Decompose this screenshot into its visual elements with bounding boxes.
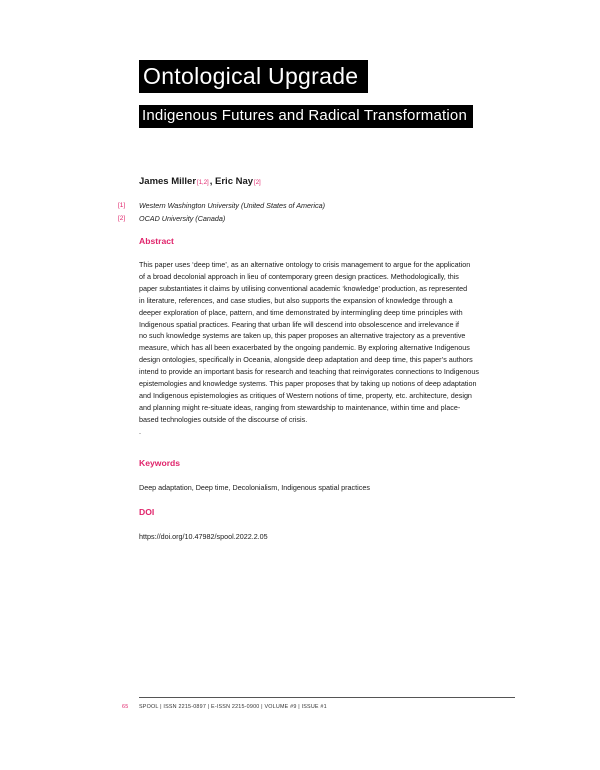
author-separator: , [209,176,213,187]
keywords-text: Deep adaptation, Deep time, Decolonialism, Indigenous spatial practices [139,483,370,492]
affiliation-item [118,212,325,225]
abstract-line: and Indigenous epistemologies as critiques of Western notions of time, property, etc. architecture, design [139,390,472,400]
abstract-line: . [139,426,141,436]
affiliation-text: OCAD University (Canada) [139,214,226,223]
affiliation-text: Western Washington University (United States of America) [139,201,326,210]
author-name: Eric Nay [215,176,254,187]
abstract-line: based technologies outside of the discourse of crisis. [139,414,308,424]
abstract-line: Indigenous spatial practices. Fearing that urban life will descend into obsolescence and irrelevance if [139,319,460,329]
abstract-body [139,259,519,438]
abstract-line: of a broad decolonial approach in lieu of contemporary green design practices. Methodologically, this [139,271,459,281]
paper-title: Ontological Upgrade [139,60,368,93]
abstract-line: epistemologies and knowledge systems. This paper proposes that by taking up notions of deep adaptation [139,379,477,389]
abstract-line: and planning might re-situate ideas, ranging from stewardship to maintenance, within time and place- [139,402,461,412]
page-number: 65 [122,704,129,710]
footer-divider [139,697,515,698]
abstract-line: paper substantiates it claims by utilising conventional academic ‘knowledge’ production, as represented [139,283,468,293]
author-name: James Miller [139,176,197,187]
affiliation-number: [2] [118,215,126,222]
abstract-line: measure, which has all been exacerbated by the ongoing pandemic. By exploring alternative Indigenous [139,343,470,353]
keywords-heading: Keywords [139,458,181,468]
author-list [139,176,262,187]
abstract-line: deeper exploration of place, pattern, and time demonstrated by intermingling deep time principles with [139,307,463,317]
affiliation-item [118,199,325,212]
abstract-line: in literature, references, and case studies, but also supports the expansion of knowledge through a [139,295,453,305]
doi-heading: DOI [139,507,155,517]
affiliation-list [118,199,325,225]
abstract-line: no such knowledge systems are taken up, this paper proposes an alternative trajectory as a preventive [139,331,466,341]
paper-subtitle: Indigenous Futures and Radical Transformation [139,105,473,128]
author-affiliation-ref: [2] [254,180,261,186]
author-affiliation-ref: [1,2] [197,180,209,186]
abstract-line: design ontologies, specifically in Oceania, alongside deep adaptation and deep time, this paper’s authors [139,355,473,365]
page-footer [122,704,327,710]
title-block [139,60,473,128]
journal-info: SPOOL | ISSN 2215-0897 | E-ISSN 2215-0900 | VOLUME #9 | ISSUE #1 [139,704,327,710]
abstract-heading: Abstract [139,236,174,246]
doi-link[interactable]: https://doi.org/10.47982/spool.2022.2.05 [139,532,268,541]
affiliation-number: [1] [118,202,126,209]
abstract-line: intend to provide an important basis for research and teaching that reinvigorates connections to Indigenous [139,367,480,377]
abstract-line: This paper uses ‘deep time’, as an alternative ontology to crisis management to argue for the application [139,260,471,269]
